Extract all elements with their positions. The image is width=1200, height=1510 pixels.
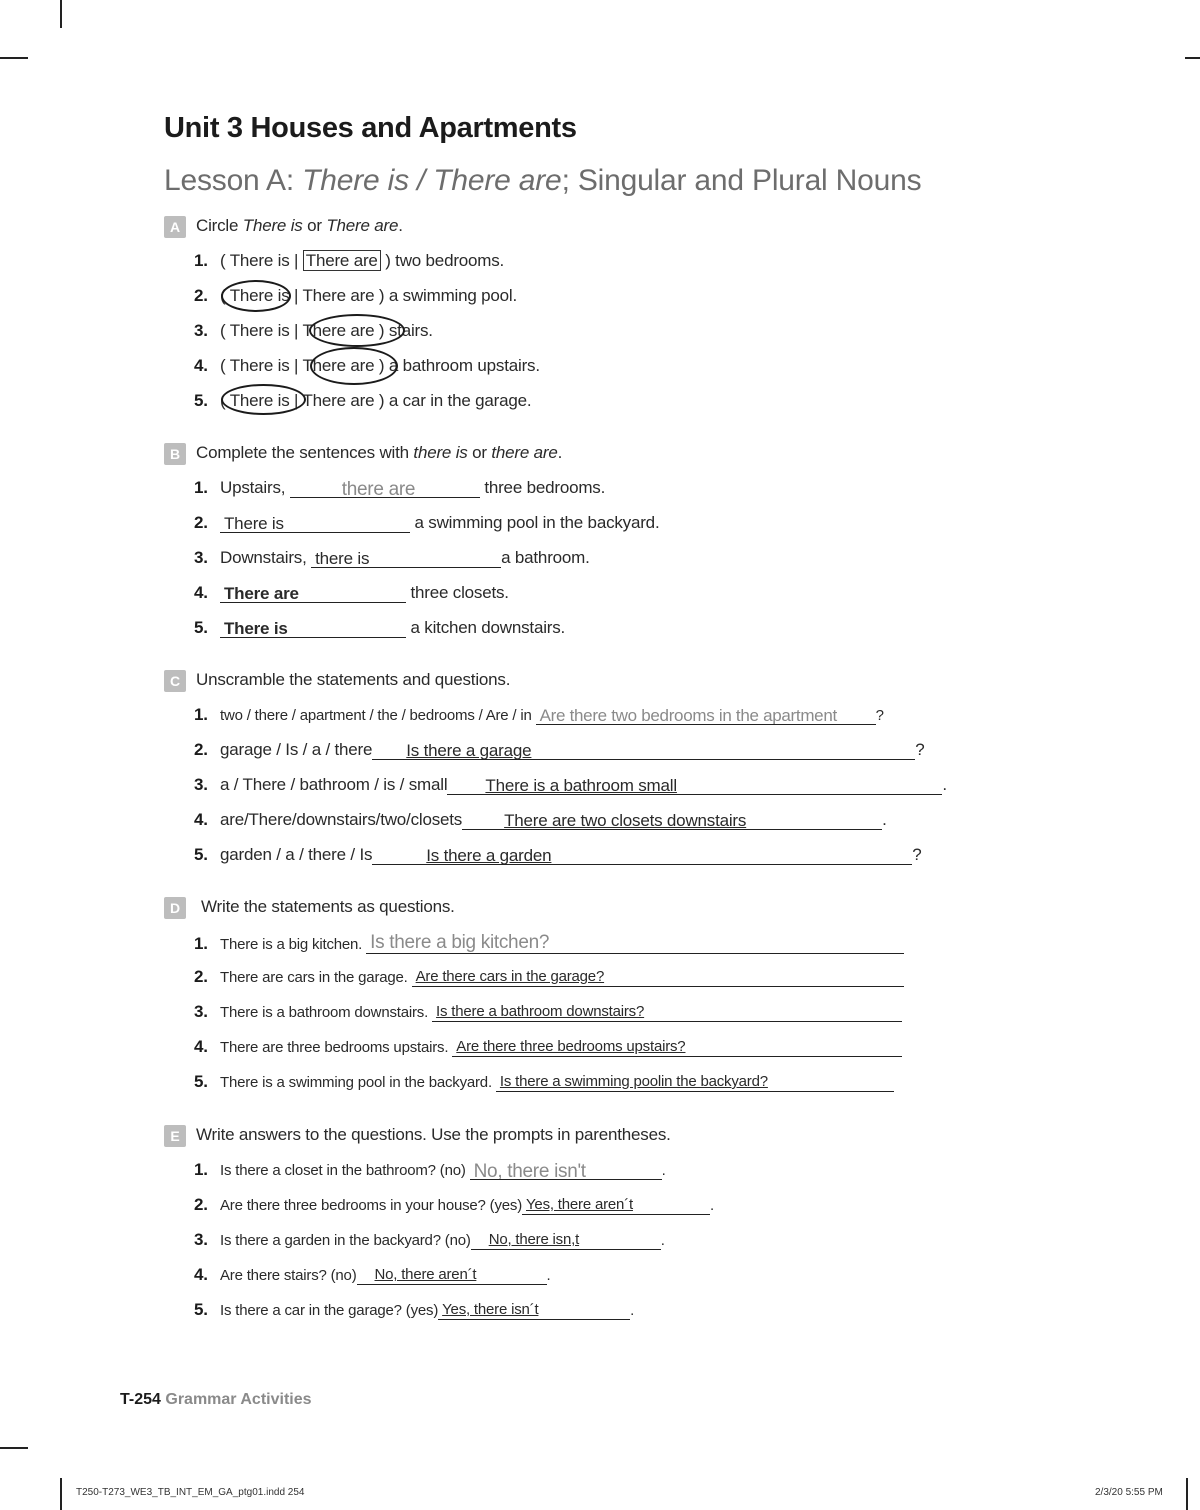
- paren-close: ): [374, 321, 385, 340]
- section-b-header: [164, 442, 924, 466]
- section-a-header: [164, 215, 924, 239]
- footer-label: Grammar Activities: [160, 1391, 312, 1408]
- option-separator: |: [289, 356, 303, 375]
- answer-blank[interactable]: Are there cars in the garage?: [412, 968, 904, 987]
- answer-blank[interactable]: There are: [220, 584, 406, 603]
- scrambled-prompt: a / There / bathroom / is / small: [220, 775, 448, 794]
- section-b: [164, 442, 924, 642]
- section-instruction: Write the statements as questions.: [201, 897, 455, 916]
- section-badge: E: [164, 1125, 186, 1147]
- section-c: [164, 669, 947, 869]
- section-instruction: Unscramble the statements and questions.: [196, 670, 511, 689]
- statement-prompt: There is a bathroom downstairs.: [220, 1004, 429, 1021]
- item-number: 2.: [194, 967, 208, 986]
- instr-text: Circle: [196, 216, 243, 235]
- answer-blank[interactable]: Is there a big kitchen?: [366, 932, 904, 954]
- question-prompt: Is there a garden in the backyard? (no): [220, 1232, 471, 1249]
- statement-prompt: There are three bedrooms upstairs.: [220, 1039, 449, 1056]
- paren-close: ): [374, 286, 385, 305]
- answer-circle: [221, 384, 306, 415]
- answer-circle: [309, 314, 405, 347]
- item-number: 4.: [194, 356, 208, 375]
- paren-close: ): [374, 391, 385, 410]
- exercise-item: [194, 1160, 666, 1186]
- question-prompt: Is there a closet in the bathroom? (no): [220, 1162, 466, 1179]
- section-instruction: Write answers to the questions. Use the prompts in parentheses.: [196, 1125, 671, 1144]
- section-e: [164, 1124, 924, 1324]
- sentence-start: Downstairs,: [220, 548, 312, 567]
- item-number: 4.: [194, 583, 208, 602]
- end-punct: .: [630, 1302, 635, 1319]
- answer-blank[interactable]: There is: [220, 619, 406, 638]
- exercise-item: [194, 513, 659, 539]
- end-punct: ?: [912, 845, 922, 864]
- item-number: 5.: [194, 845, 208, 864]
- sentence-rest: a bathroom.: [501, 548, 590, 567]
- section-badge: A: [164, 216, 186, 238]
- item-number: 3.: [194, 1230, 208, 1249]
- instr-text: .: [398, 216, 403, 235]
- item-number: 2.: [194, 513, 208, 532]
- exercise-item: [194, 1037, 902, 1063]
- scrambled-prompt: garden / a / there / Is: [220, 845, 373, 864]
- item-number: 3.: [194, 321, 208, 340]
- instr-italic: there are: [491, 443, 558, 462]
- sentence-rest: a kitchen downstairs.: [406, 618, 566, 637]
- exercise-item: [194, 1300, 634, 1326]
- sentence-rest: three closets.: [406, 583, 509, 602]
- exercise-item: [194, 548, 590, 574]
- exercise-item: [194, 1230, 665, 1256]
- option-separator: |: [289, 286, 303, 305]
- instr-italic: there is: [413, 443, 468, 462]
- exercise-item: [194, 1265, 550, 1291]
- item-number: 2.: [194, 286, 208, 305]
- answer-circle: [221, 280, 291, 312]
- item-number: 1.: [194, 705, 208, 724]
- section-badge: B: [164, 443, 186, 465]
- answer-blank[interactable]: there is: [311, 549, 501, 568]
- scrambled-prompt: garage / Is / a / there: [220, 740, 373, 759]
- crop-mark-top-left-h: [0, 57, 28, 59]
- section-d-header: [164, 896, 924, 920]
- sentence-rest: stairs.: [384, 321, 433, 340]
- answer-blank[interactable]: Yes, there isn´t: [438, 1301, 630, 1320]
- paren-open: (: [220, 251, 230, 270]
- instr-italic: There is: [242, 216, 303, 235]
- sentence-rest: two bedrooms.: [390, 251, 505, 270]
- paren-close: ): [380, 251, 391, 270]
- item-number: 5.: [194, 618, 208, 637]
- option-there-is[interactable]: There is: [229, 321, 290, 340]
- section-instruction: [196, 216, 403, 236]
- item-number: 5.: [194, 1072, 208, 1091]
- item-number: 5.: [194, 1300, 208, 1319]
- answer-blank[interactable]: No, there aren´t: [357, 1266, 547, 1285]
- item-number: 3.: [194, 775, 208, 794]
- scrambled-prompt: two / there / apartment / the / bedrooms / Are / in: [220, 707, 532, 724]
- statement-prompt: There is a big kitchen.: [220, 936, 363, 953]
- paren-open: (: [220, 286, 230, 305]
- instr-italic: There are: [326, 216, 399, 235]
- answer-blank[interactable]: There is: [220, 514, 410, 533]
- option-there-is[interactable]: There is: [229, 356, 290, 375]
- option-separator: |: [289, 251, 303, 270]
- item-number: 3.: [194, 548, 208, 567]
- subtitle-prefix: Lesson A:: [164, 164, 303, 197]
- item-number: 1.: [194, 251, 208, 270]
- exercise-item: [194, 705, 884, 731]
- section-e-header: [164, 1124, 924, 1148]
- answer-blank[interactable]: Are there three bedrooms upstairs?: [452, 1038, 902, 1057]
- sentence-rest: a bathroom upstairs.: [384, 356, 540, 375]
- exercise-item: [194, 251, 504, 277]
- answer-blank[interactable]: No, there isn't: [470, 1161, 662, 1180]
- answer-blank[interactable]: Is there a garage: [372, 741, 915, 760]
- exercise-item: [194, 967, 904, 993]
- paren-open: (: [220, 321, 230, 340]
- question-prompt: Are there stairs? (no): [220, 1267, 357, 1284]
- end-punct: .: [710, 1197, 714, 1214]
- section-d: [164, 896, 924, 1096]
- scrambled-prompt: are/There/downstairs/two/closets: [220, 810, 463, 829]
- sentence-start: Upstairs,: [220, 478, 290, 497]
- option-there-is[interactable]: There is: [229, 251, 290, 270]
- exercise-item: [194, 1002, 902, 1028]
- instr-text: .: [557, 443, 563, 462]
- exercise-item: [194, 618, 565, 644]
- sentence-rest: three bedrooms.: [479, 478, 606, 497]
- answer-blank[interactable]: There is a bathroom small: [447, 776, 942, 795]
- paren-open: (: [220, 356, 230, 375]
- section-instruction: [196, 443, 562, 463]
- question-prompt: Are there three bedrooms in your house? (yes): [220, 1197, 522, 1214]
- answer-blank[interactable]: No, there isn,t: [471, 1231, 661, 1250]
- page-title: Unit 3 Houses and Apartments: [164, 112, 577, 144]
- question-prompt: Is there a car in the garage? (yes): [220, 1302, 439, 1319]
- paren-open: (: [220, 391, 230, 410]
- item-number: 1.: [194, 1160, 208, 1179]
- exercise-item: [194, 1195, 714, 1221]
- exercise-item: [194, 810, 887, 836]
- crop-mark-top-right-h: [1185, 57, 1200, 59]
- answer-blank[interactable]: Are there two bedrooms in the apartment: [536, 706, 876, 725]
- sentence-rest: a car in the garage.: [384, 391, 532, 410]
- exercise-item: [194, 1072, 894, 1098]
- item-number: 1.: [194, 934, 208, 953]
- instr-text: or: [302, 216, 327, 235]
- end-punct: ?: [915, 740, 925, 759]
- print-slug-date: 2/3/20 5:55 PM: [1095, 1487, 1163, 1498]
- end-punct: .: [546, 1267, 551, 1284]
- option-separator: |: [289, 321, 303, 340]
- statement-prompt: There are cars in the garage.: [220, 969, 408, 986]
- option-there-is[interactable]: There is: [229, 391, 290, 410]
- option-there-are[interactable]: There are: [302, 391, 375, 410]
- option-there-is[interactable]: There is: [229, 286, 290, 305]
- instr-text: or: [467, 443, 492, 462]
- subtitle-suffix: ; Singular and Plural Nouns: [561, 164, 922, 197]
- end-punct: ?: [875, 707, 884, 724]
- item-number: 4.: [194, 1037, 208, 1056]
- item-number: 2.: [194, 740, 208, 759]
- crop-mark-bottom-right-v: [1186, 1478, 1188, 1510]
- crop-mark-bottom-left-v: [60, 1478, 62, 1510]
- section-badge: C: [164, 670, 186, 692]
- exercise-item: [194, 932, 904, 958]
- exercise-item: [194, 845, 922, 871]
- end-punct: .: [660, 1232, 665, 1249]
- answer-blank[interactable]: Is there a bathroom downstairs?: [432, 1003, 902, 1022]
- exercise-item: [194, 775, 947, 801]
- paren-close: ): [374, 356, 385, 375]
- section-c-header: [164, 669, 924, 693]
- option-there-are[interactable]: There are: [302, 356, 375, 375]
- item-number: 4.: [194, 810, 208, 829]
- instr-text: Complete the sentences with: [196, 443, 414, 462]
- option-separator: |: [289, 391, 303, 410]
- crop-mark-bottom-left-h: [0, 1447, 28, 1449]
- page-number: T-254: [120, 1391, 161, 1408]
- crop-mark-top-left-v: [60, 0, 62, 28]
- exercise-item: [194, 740, 925, 766]
- item-number: 4.: [194, 1265, 208, 1284]
- statement-prompt: There is a swimming pool in the backyard.: [220, 1074, 492, 1091]
- answer-blank[interactable]: Yes, there aren´t: [522, 1196, 710, 1215]
- sentence-rest: a swimming pool.: [384, 286, 518, 305]
- answer-blank[interactable]: There are two closets downstairs: [462, 811, 882, 830]
- option-there-are[interactable]: There are: [302, 321, 375, 340]
- answer-circle: [310, 347, 398, 385]
- answer-blank[interactable]: there are: [290, 479, 480, 498]
- item-number: 5.: [194, 391, 208, 410]
- answer-blank[interactable]: Is there a garden: [372, 846, 912, 865]
- option-there-are[interactable]: There are: [302, 286, 375, 305]
- end-punct: .: [661, 1162, 666, 1179]
- item-number: 3.: [194, 1002, 208, 1021]
- sentence-rest: a swimming pool in the backyard.: [410, 513, 660, 532]
- end-punct: .: [882, 810, 887, 829]
- option-there-are-selected[interactable]: There are: [303, 250, 381, 271]
- section-badge: D: [164, 897, 186, 919]
- item-number: 1.: [194, 478, 208, 497]
- end-punct: .: [942, 775, 947, 794]
- page-footer: [120, 1391, 312, 1409]
- item-number: 2.: [194, 1195, 208, 1214]
- answer-blank[interactable]: Is there a swimming poolin the backyard?: [496, 1073, 894, 1092]
- subtitle-italic: There is / There are: [302, 164, 562, 197]
- print-slug-filename: T250-T273_WE3_TB_INT_EM_GA_ptg01.indd 254: [76, 1487, 305, 1498]
- exercise-item: [194, 478, 605, 504]
- lesson-subtitle: [164, 164, 921, 198]
- exercise-item: [194, 583, 509, 609]
